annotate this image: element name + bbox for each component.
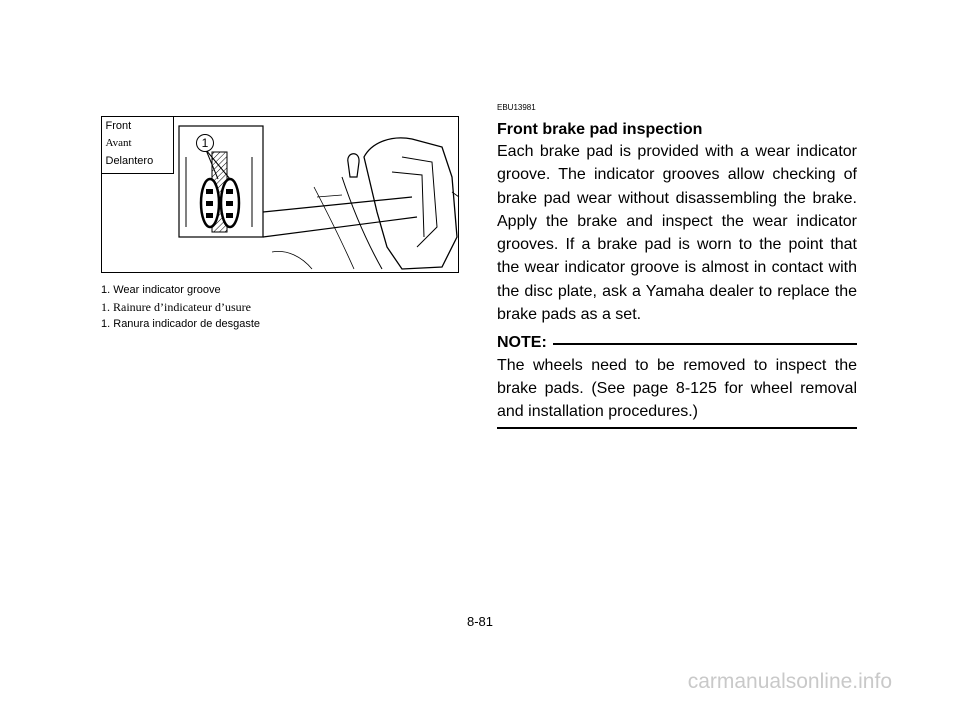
- section-heading: Front brake pad inspection: [497, 121, 703, 138]
- callout-number: 1: [196, 134, 214, 152]
- note-rule: [553, 343, 857, 345]
- watermark: carmanualsonline.info: [687, 670, 892, 693]
- caption-num: 1.: [101, 318, 111, 330]
- caption-spanish: [101, 316, 260, 333]
- note-body: The wheels need to be removed to inspect the brake pads. (See page 8-125 for wheel removal and installation procedures.): [497, 357, 857, 421]
- figure-direction-labels: [101, 116, 174, 174]
- note-label: NOTE:: [497, 334, 547, 352]
- section-code: EBU13981: [497, 103, 536, 112]
- caption-num: 1.: [101, 284, 111, 296]
- brake-pad-figure: [101, 116, 459, 273]
- label-delantero: Delantero: [105, 154, 154, 167]
- caption-text: Wear indicator groove: [113, 284, 221, 296]
- note-header: [497, 332, 857, 354]
- caption-french: [101, 299, 260, 316]
- label-avant: Avant: [105, 136, 132, 149]
- caption-text: Rainure d’indicateur d’usure: [113, 300, 251, 314]
- inspection-section: [497, 103, 857, 429]
- section-body: Each brake pad is provided with a wear indicator groove. The indicator grooves allow checking of brake pad wear without disassembling the brake. Apply the brake and inspect the wear indicator grooves. If a brake pad is worn to the point that the wear indicator groove is almost in contact with the disc plate, ask a Yamaha dealer to replace the brake pads as a set.: [497, 143, 857, 324]
- caption-text: Ranura indicador de desgaste: [113, 318, 261, 330]
- page-number: 8-81: [466, 614, 494, 629]
- note-end-rule: [497, 427, 857, 429]
- figure-caption: [101, 282, 260, 333]
- label-front: Front: [105, 119, 132, 132]
- caption-num: 1.: [101, 300, 110, 314]
- caption-english: [101, 282, 260, 299]
